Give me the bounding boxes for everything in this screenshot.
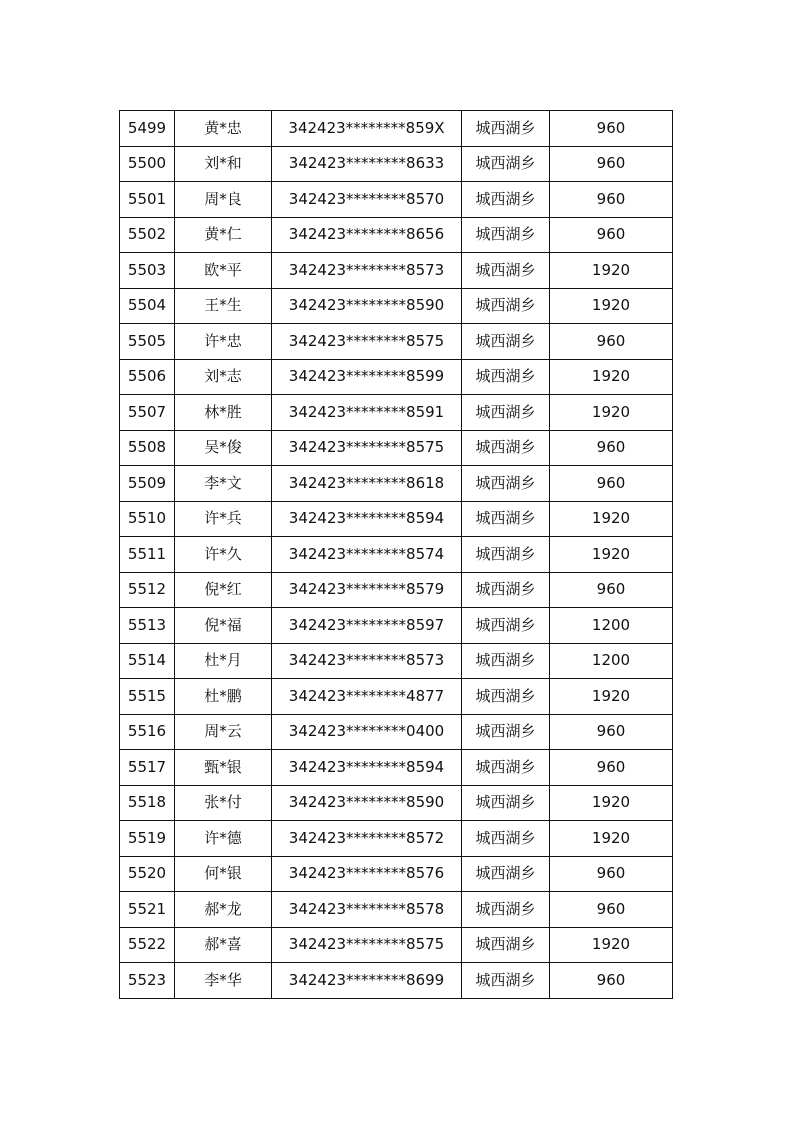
table-row	[120, 714, 673, 750]
amount-cell: 960	[550, 146, 673, 182]
name-cell: 倪*福	[175, 608, 272, 644]
id-number-cell: 342423********8597	[272, 608, 462, 644]
township-cell: 城西湖乡	[462, 821, 550, 857]
amount-cell: 960	[550, 466, 673, 502]
row-number-cell: 5517	[120, 750, 175, 786]
amount-cell: 960	[550, 714, 673, 750]
township-cell: 城西湖乡	[462, 572, 550, 608]
id-number-cell: 342423********859X	[272, 111, 462, 147]
id-number-cell: 342423********8590	[272, 288, 462, 324]
row-number-cell: 5499	[120, 111, 175, 147]
township-cell: 城西湖乡	[462, 750, 550, 786]
row-number-cell: 5509	[120, 466, 175, 502]
row-number-cell: 5510	[120, 501, 175, 537]
id-number-cell: 342423********8699	[272, 963, 462, 999]
name-cell: 张*付	[175, 785, 272, 821]
row-number-cell: 5523	[120, 963, 175, 999]
table-row	[120, 785, 673, 821]
amount-cell: 1920	[550, 785, 673, 821]
name-cell: 周*良	[175, 182, 272, 218]
id-number-cell: 342423********0400	[272, 714, 462, 750]
amount-cell: 960	[550, 856, 673, 892]
id-number-cell: 342423********8576	[272, 856, 462, 892]
id-number-cell: 342423********8572	[272, 821, 462, 857]
id-number-cell: 342423********8575	[272, 927, 462, 963]
table-row	[120, 963, 673, 999]
township-cell: 城西湖乡	[462, 111, 550, 147]
id-number-cell: 342423********8574	[272, 537, 462, 573]
name-cell: 甄*银	[175, 750, 272, 786]
name-cell: 倪*红	[175, 572, 272, 608]
row-number-cell: 5503	[120, 253, 175, 289]
amount-cell: 960	[550, 750, 673, 786]
amount-cell: 960	[550, 572, 673, 608]
table-row	[120, 146, 673, 182]
amount-cell: 1920	[550, 537, 673, 573]
name-cell: 刘*和	[175, 146, 272, 182]
data-table	[119, 110, 673, 999]
table-row	[120, 537, 673, 573]
table-row	[120, 501, 673, 537]
row-number-cell: 5505	[120, 324, 175, 360]
table-row	[120, 288, 673, 324]
amount-cell: 1920	[550, 679, 673, 715]
township-cell: 城西湖乡	[462, 395, 550, 431]
township-cell: 城西湖乡	[462, 643, 550, 679]
row-number-cell: 5500	[120, 146, 175, 182]
id-number-cell: 342423********8573	[272, 253, 462, 289]
amount-cell: 1920	[550, 501, 673, 537]
name-cell: 李*文	[175, 466, 272, 502]
township-cell: 城西湖乡	[462, 679, 550, 715]
table-row	[120, 892, 673, 928]
id-number-cell: 342423********8594	[272, 501, 462, 537]
name-cell: 吴*俊	[175, 430, 272, 466]
row-number-cell: 5512	[120, 572, 175, 608]
row-number-cell: 5522	[120, 927, 175, 963]
id-number-cell: 342423********8618	[272, 466, 462, 502]
table-row	[120, 466, 673, 502]
township-cell: 城西湖乡	[462, 253, 550, 289]
name-cell: 欧*平	[175, 253, 272, 289]
township-cell: 城西湖乡	[462, 217, 550, 253]
table-body	[120, 111, 673, 999]
amount-cell: 1920	[550, 288, 673, 324]
amount-cell: 960	[550, 892, 673, 928]
table-row	[120, 643, 673, 679]
table-row	[120, 430, 673, 466]
township-cell: 城西湖乡	[462, 146, 550, 182]
table-row	[120, 359, 673, 395]
row-number-cell: 5513	[120, 608, 175, 644]
name-cell: 许*德	[175, 821, 272, 857]
name-cell: 林*胜	[175, 395, 272, 431]
township-cell: 城西湖乡	[462, 466, 550, 502]
name-cell: 黄*忠	[175, 111, 272, 147]
id-number-cell: 342423********8656	[272, 217, 462, 253]
row-number-cell: 5515	[120, 679, 175, 715]
table-row	[120, 856, 673, 892]
table-row	[120, 821, 673, 857]
township-cell: 城西湖乡	[462, 892, 550, 928]
id-number-cell: 342423********8578	[272, 892, 462, 928]
amount-cell: 1920	[550, 253, 673, 289]
amount-cell: 1920	[550, 359, 673, 395]
name-cell: 黄*仁	[175, 217, 272, 253]
table-row	[120, 324, 673, 360]
township-cell: 城西湖乡	[462, 288, 550, 324]
id-number-cell: 342423********8633	[272, 146, 462, 182]
id-number-cell: 342423********8575	[272, 430, 462, 466]
township-cell: 城西湖乡	[462, 785, 550, 821]
id-number-cell: 342423********8570	[272, 182, 462, 218]
township-cell: 城西湖乡	[462, 714, 550, 750]
amount-cell: 960	[550, 430, 673, 466]
row-number-cell: 5521	[120, 892, 175, 928]
name-cell: 杜*鹏	[175, 679, 272, 715]
amount-cell: 960	[550, 963, 673, 999]
id-number-cell: 342423********8590	[272, 785, 462, 821]
name-cell: 郝*喜	[175, 927, 272, 963]
id-number-cell: 342423********8594	[272, 750, 462, 786]
row-number-cell: 5519	[120, 821, 175, 857]
township-cell: 城西湖乡	[462, 324, 550, 360]
amount-cell: 1920	[550, 927, 673, 963]
id-number-cell: 342423********8599	[272, 359, 462, 395]
amount-cell: 1920	[550, 395, 673, 431]
table-row	[120, 608, 673, 644]
row-number-cell: 5520	[120, 856, 175, 892]
row-number-cell: 5516	[120, 714, 175, 750]
township-cell: 城西湖乡	[462, 537, 550, 573]
id-number-cell: 342423********8573	[272, 643, 462, 679]
row-number-cell: 5506	[120, 359, 175, 395]
name-cell: 何*银	[175, 856, 272, 892]
row-number-cell: 5508	[120, 430, 175, 466]
row-number-cell: 5504	[120, 288, 175, 324]
name-cell: 许*忠	[175, 324, 272, 360]
id-number-cell: 342423********8579	[272, 572, 462, 608]
row-number-cell: 5514	[120, 643, 175, 679]
township-cell: 城西湖乡	[462, 927, 550, 963]
township-cell: 城西湖乡	[462, 501, 550, 537]
table-row	[120, 253, 673, 289]
township-cell: 城西湖乡	[462, 359, 550, 395]
amount-cell: 960	[550, 217, 673, 253]
table-row	[120, 750, 673, 786]
row-number-cell: 5511	[120, 537, 175, 573]
table-row	[120, 572, 673, 608]
amount-cell: 960	[550, 111, 673, 147]
amount-cell: 960	[550, 324, 673, 360]
township-cell: 城西湖乡	[462, 963, 550, 999]
id-number-cell: 342423********8575	[272, 324, 462, 360]
name-cell: 周*云	[175, 714, 272, 750]
row-number-cell: 5518	[120, 785, 175, 821]
township-cell: 城西湖乡	[462, 608, 550, 644]
id-number-cell: 342423********8591	[272, 395, 462, 431]
amount-cell: 1200	[550, 608, 673, 644]
table-row	[120, 111, 673, 147]
township-cell: 城西湖乡	[462, 856, 550, 892]
table-row	[120, 182, 673, 218]
name-cell: 许*久	[175, 537, 272, 573]
row-number-cell: 5502	[120, 217, 175, 253]
id-number-cell: 342423********4877	[272, 679, 462, 715]
row-number-cell: 5501	[120, 182, 175, 218]
name-cell: 杜*月	[175, 643, 272, 679]
name-cell: 王*生	[175, 288, 272, 324]
table-row	[120, 395, 673, 431]
table-row	[120, 927, 673, 963]
name-cell: 刘*志	[175, 359, 272, 395]
amount-cell: 1200	[550, 643, 673, 679]
row-number-cell: 5507	[120, 395, 175, 431]
name-cell: 郝*龙	[175, 892, 272, 928]
table-row	[120, 679, 673, 715]
township-cell: 城西湖乡	[462, 182, 550, 218]
amount-cell: 1920	[550, 821, 673, 857]
township-cell: 城西湖乡	[462, 430, 550, 466]
name-cell: 李*华	[175, 963, 272, 999]
table-row	[120, 217, 673, 253]
amount-cell: 960	[550, 182, 673, 218]
name-cell: 许*兵	[175, 501, 272, 537]
